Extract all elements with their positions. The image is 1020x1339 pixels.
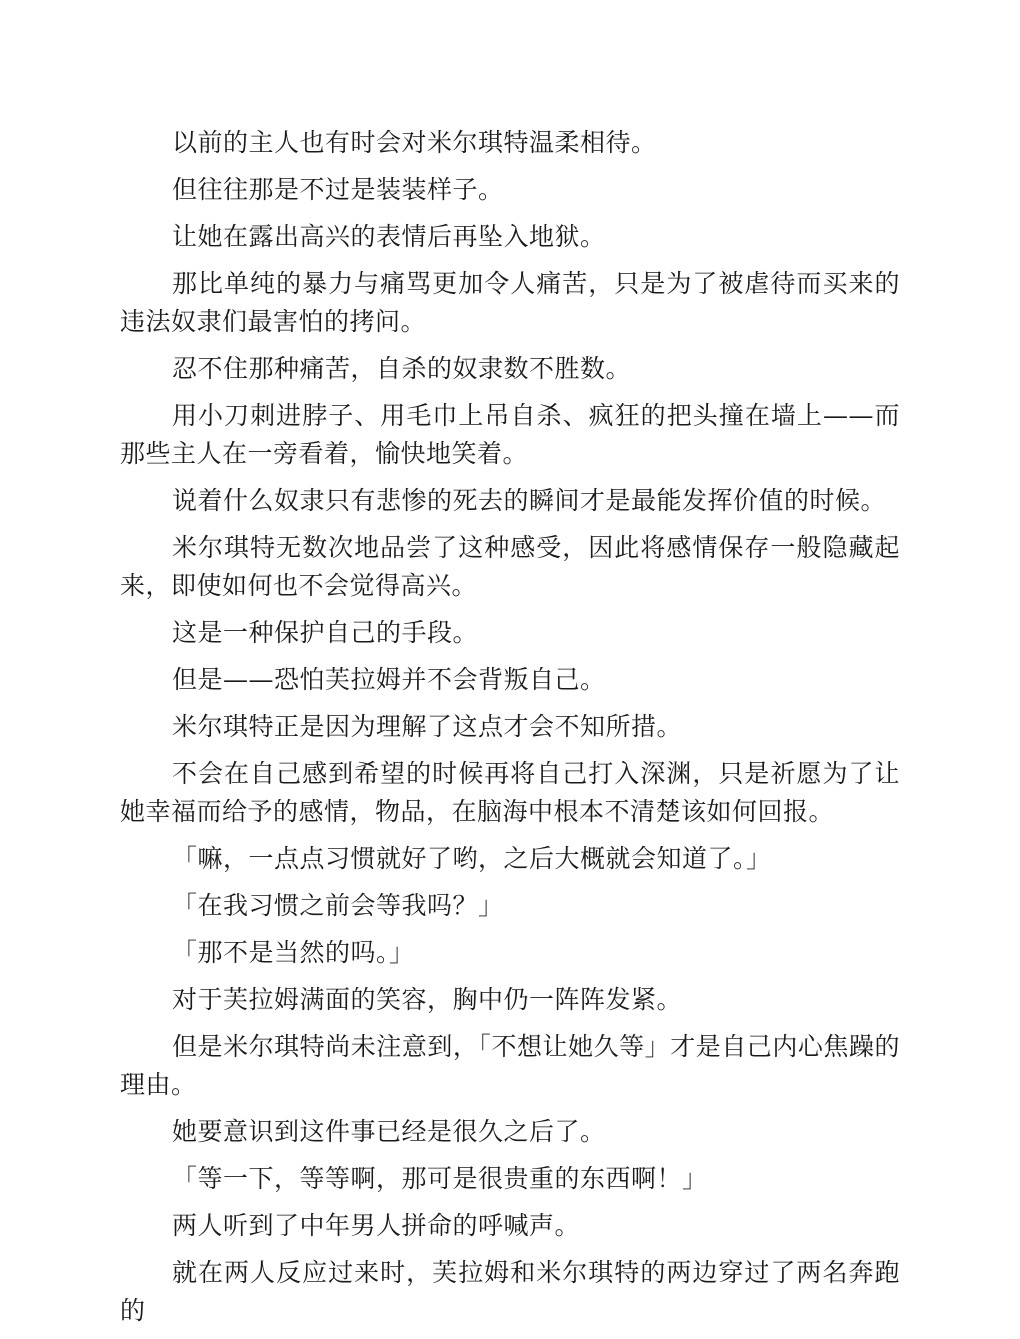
paragraph: 说着什么奴隶只有悲惨的死去的瞬间才是最能发挥价值的时候。 [172,486,887,515]
dialogue-line: 「那不是当然的吗。」 [172,938,415,967]
paragraph: 米尔琪特无数次地品尝了这种感受，因此将感情保存一般隐藏起来，即使如何也不会觉得高兴。 [120,533,900,600]
paragraph: 不会在自己感到希望的时候再将自己打入深渊，只是祈愿为了让她幸福而给予的感情，物品，在脑海中根本不清楚该如何回报。 [120,759,900,826]
paragraph: 对于芙拉姆满面的笑容，胸中仍一阵阵发紧。 [172,985,683,1014]
paragraph: 那比单纯的暴力与痛骂更加令人痛苦，只是为了被虐待而买来的违法奴隶们最害怕的拷问。 [120,269,900,336]
dialogue-line: 「嘛，一点点习惯就好了哟，之后大概就会知道了。」 [172,844,772,873]
paragraph: 两人听到了中年男人拼命的呼喊声。 [172,1211,581,1240]
paragraph: 让她在露出高兴的表情后再坠入地狱。 [172,222,606,251]
paragraph: 以前的主人也有时会对米尔琪特温柔相待。 [172,128,657,157]
body-text [120,124,900,1339]
paragraph: 但是米尔琪特尚未注意到，「不想让她久等」才是自己内心焦躁的理由。 [120,1032,900,1099]
paragraph: 但是——恐怕芙拉姆并不会背叛自己。 [172,665,606,694]
dialogue-line: 「在我习惯之前会等我吗？」 [172,891,504,920]
paragraph: 用小刀刺进脖子、用毛巾上吊自杀、疯狂的把头撞在墙上——而那些主人在一旁看着，愉快地笑着。 [120,401,900,468]
paragraph: 忍不住那种痛苦，自杀的奴隶数不胜数。 [172,354,632,383]
paragraph: 就在两人反应过来时，芙拉姆和米尔琪特的两边穿过了两名奔跑的 [120,1258,900,1325]
paragraph: 她要意识到这件事已经是很久之后了。 [172,1117,606,1146]
dialogue-line: 「等一下，等等啊，那可是很贵重的东西啊！」 [172,1164,708,1193]
paragraph: 米尔琪特正是因为理解了这点才会不知所措。 [172,712,683,741]
paragraph: 这是一种保护自己的手段。 [172,618,479,647]
paragraph: 但往往那是不过是装装样子。 [172,175,504,204]
